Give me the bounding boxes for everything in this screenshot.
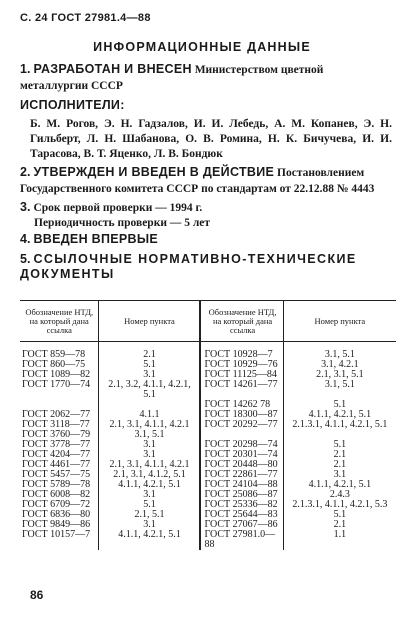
clause-number-cell: 2.1 (283, 520, 396, 530)
ntd-designation-cell: ГОСТ 4204—77 (22, 449, 91, 460)
section-number: 2. (20, 165, 31, 179)
clause-number-cell: 3.1 (99, 440, 201, 450)
clause-number-cell: 2.1 (99, 342, 201, 361)
clause-number-cell: 4.1.1, 4.2.1, 5.1 (99, 530, 201, 550)
references-table (20, 300, 396, 550)
page-header: С. 24 ГОСТ 27981.4—88 (20, 12, 151, 24)
ntd-designation-cell: ГОСТ 5789—78 (22, 479, 91, 490)
clause-number-cell: 4.1.1 (99, 410, 201, 420)
ntd-designation-cell: ГОСТ 1770—74 (22, 379, 91, 390)
ntd-designation-cell: ГОСТ 10929—76 (200, 360, 283, 370)
clause-number-cell: 2.1 (283, 460, 396, 470)
executors-section (20, 98, 392, 113)
ntd-designation-cell: ГОСТ 18300—87 (200, 410, 283, 420)
ntd-designation-cell: ГОСТ 6836—80 (22, 509, 91, 520)
ntd-designation-cell: ГОСТ 5457—75 (22, 469, 91, 480)
clause-number-cell: 4.1.1, 4.2.1, 5.1 (283, 410, 396, 420)
ntd-designation-cell: ГОСТ 27067—86 (200, 520, 283, 530)
page-number: 86 (30, 588, 44, 602)
clause-number-cell: 2.1 (283, 450, 396, 460)
clause-number-cell: 2.1.3.1, 4.1.1, 4.2.1, 5.1 (283, 420, 396, 430)
ntd-designation-cell: ГОСТ 3118—77 (22, 419, 90, 430)
ntd-designation-cell: ГОСТ 859—78 (22, 349, 86, 360)
ntd-designation-cell: ГОСТ 2062—77 (22, 409, 91, 420)
section-heading: РАЗРАБОТАН И ВНЕСЕН (33, 62, 192, 76)
section-heading: ССЫЛОЧНЫЕ НОРМАТИВНО-ТЕХНИЧЕСКИЕ ДОКУМЕНТЫ (20, 252, 357, 281)
ntd-designation-cell: ГОСТ 14261—77 (200, 380, 283, 400)
clause-number-cell: 3.1, 5.1 (99, 430, 201, 440)
clause-number-cell: 3.1, 4.2.1 (283, 360, 396, 370)
ntd-designation-cell: ГОСТ 14262 78 (200, 400, 283, 410)
section-number: 3. (20, 200, 31, 214)
ntd-designation-cell: ГОСТ 1089—82 (22, 369, 91, 380)
clause-number-cell: 2.1, 3.1, 4.1.1, 4.2.1 (99, 460, 201, 470)
section-heading: УТВЕРЖДЕН И ВВЕДЕН В ДЕЙСТВИЕ (33, 165, 275, 179)
section-4 (20, 232, 392, 247)
section-3 (20, 200, 392, 231)
clause-number-cell: 3.1 (99, 520, 201, 530)
clause-number-cell: 2.1, 3.1, 4.1.2, 5.1 (99, 470, 201, 480)
clause-number-cell: 5.1 (283, 400, 396, 410)
clause-number-cell: 5.1 (99, 360, 201, 370)
section-2 (20, 165, 392, 197)
column-header: Номер пункта (99, 301, 201, 342)
executors-heading: ИСПОЛНИТЕЛИ: (20, 98, 125, 112)
clause-number-cell: 3.1 (99, 490, 201, 500)
column-header: Номер пункта (283, 301, 396, 342)
section-number: 1. (20, 62, 31, 76)
section-text: Постановлением Государственного комитета СССР по стандартам от 22.12.88 № 4443 (20, 167, 375, 195)
table-header-row (20, 301, 396, 342)
clause-number-cell: 2.1, 3.2, 4.1.1, 4.2.1, 5.1 (99, 380, 201, 400)
clause-number-cell: 3.1 (283, 470, 396, 480)
ntd-designation-cell: ГОСТ 25336—82 (200, 500, 283, 510)
clause-number-cell: 3.1 (99, 450, 201, 460)
section-line: Срок первой проверки — 1994 г. (33, 202, 203, 214)
ntd-designation-cell: ГОСТ 22861—77 (200, 470, 283, 480)
clause-number-cell: 4.1.1, 4.2.1, 5.1 (283, 480, 396, 490)
ntd-designation-cell: ГОСТ 20298—74 (200, 440, 283, 450)
section-5 (20, 252, 392, 282)
ntd-designation-cell: ГОСТ 20301—74 (200, 450, 283, 460)
column-header: Обозначение НТД, на который дана ссылка (200, 301, 283, 342)
executors-names: Б. М. Рогов, Э. Н. Гадзалов, И. И. Лебедь, А. М. Копанев, Э. Н. Гильберт, Л. Н. Шабанова, О. В. Ромина, Н. К. Бичучева, И. И. Тарасова, В. Т. Яценко, Л. В. Бондюк (30, 118, 392, 160)
ntd-designation-cell: ГОСТ 20292—77 (200, 420, 283, 430)
section-heading: ВВЕДЕН ВПЕРВЫЕ (33, 232, 159, 246)
column-header: Обозначение НТД, на который дана ссылка (20, 301, 99, 342)
ntd-designation-cell: ГОСТ 860—75 (22, 359, 86, 370)
clause-number-cell: 5.1 (283, 510, 396, 520)
clause-number-cell: 3.1, 5.1 (283, 380, 396, 400)
table-row (20, 530, 396, 550)
clause-number-cell: 2.1, 5.1 (99, 510, 201, 520)
section-1 (20, 62, 392, 94)
clause-number-cell: 3.1 (99, 370, 201, 380)
table-row (20, 342, 396, 361)
ntd-designation-cell: ГОСТ 10157—7 (22, 529, 91, 540)
ntd-designation-cell: ГОСТ 6008—82 (22, 489, 91, 500)
ntd-designation-cell: ГОСТ 27981.0—88 (200, 530, 283, 550)
table-row (20, 380, 396, 400)
clause-number-cell: 1.1 (283, 530, 396, 550)
section-number: 5. (20, 252, 31, 266)
ntd-designation-cell: ГОСТ 3760—79 (22, 429, 91, 440)
clause-number-cell: 5.1 (283, 440, 396, 450)
clause-number-cell: 2.1, 3.1, 4.1.1, 4.2.1 (99, 420, 201, 430)
clause-number-cell: 2.4.3 (283, 490, 396, 500)
section-text: Министерством цветной металлургии СССР (20, 64, 324, 92)
ntd-designation-cell: ГОСТ 3778—77 (22, 439, 91, 450)
page-title: ИНФОРМАЦИОННЫЕ ДАННЫЕ (93, 40, 311, 54)
clause-number-cell: 4.1.1, 4.2.1, 5.1 (99, 480, 201, 490)
ntd-designation-cell: ГОСТ 20448—80 (200, 460, 283, 470)
section-number: 4. (20, 232, 31, 246)
clause-number-cell: 3.1, 5.1 (283, 342, 396, 361)
ntd-designation-cell: ГОСТ 6709—72 (22, 499, 91, 510)
table-body (20, 342, 396, 551)
clause-number-cell: 2.1, 3.1, 5.1 (283, 370, 396, 380)
ntd-designation-cell: ГОСТ 25086—87 (200, 490, 283, 500)
clause-number-cell: 2.1.3.1, 4.1.1, 4.2.1, 5.3 (283, 500, 396, 510)
ntd-designation-cell: ГОСТ 24104—88 (200, 480, 283, 490)
ntd-designation-cell: ГОСТ 11125—84 (200, 370, 283, 380)
ntd-designation-cell: ГОСТ 25644—83 (200, 510, 283, 520)
clause-number-cell: 5.1 (99, 500, 201, 510)
ntd-designation-cell: ГОСТ 10928—7 (200, 342, 283, 361)
section-line: Периодичность проверки — 5 лет (34, 217, 211, 229)
ntd-designation-cell: ГОСТ 9849—86 (22, 519, 91, 530)
ntd-designation-cell: ГОСТ 4461—77 (22, 459, 91, 470)
